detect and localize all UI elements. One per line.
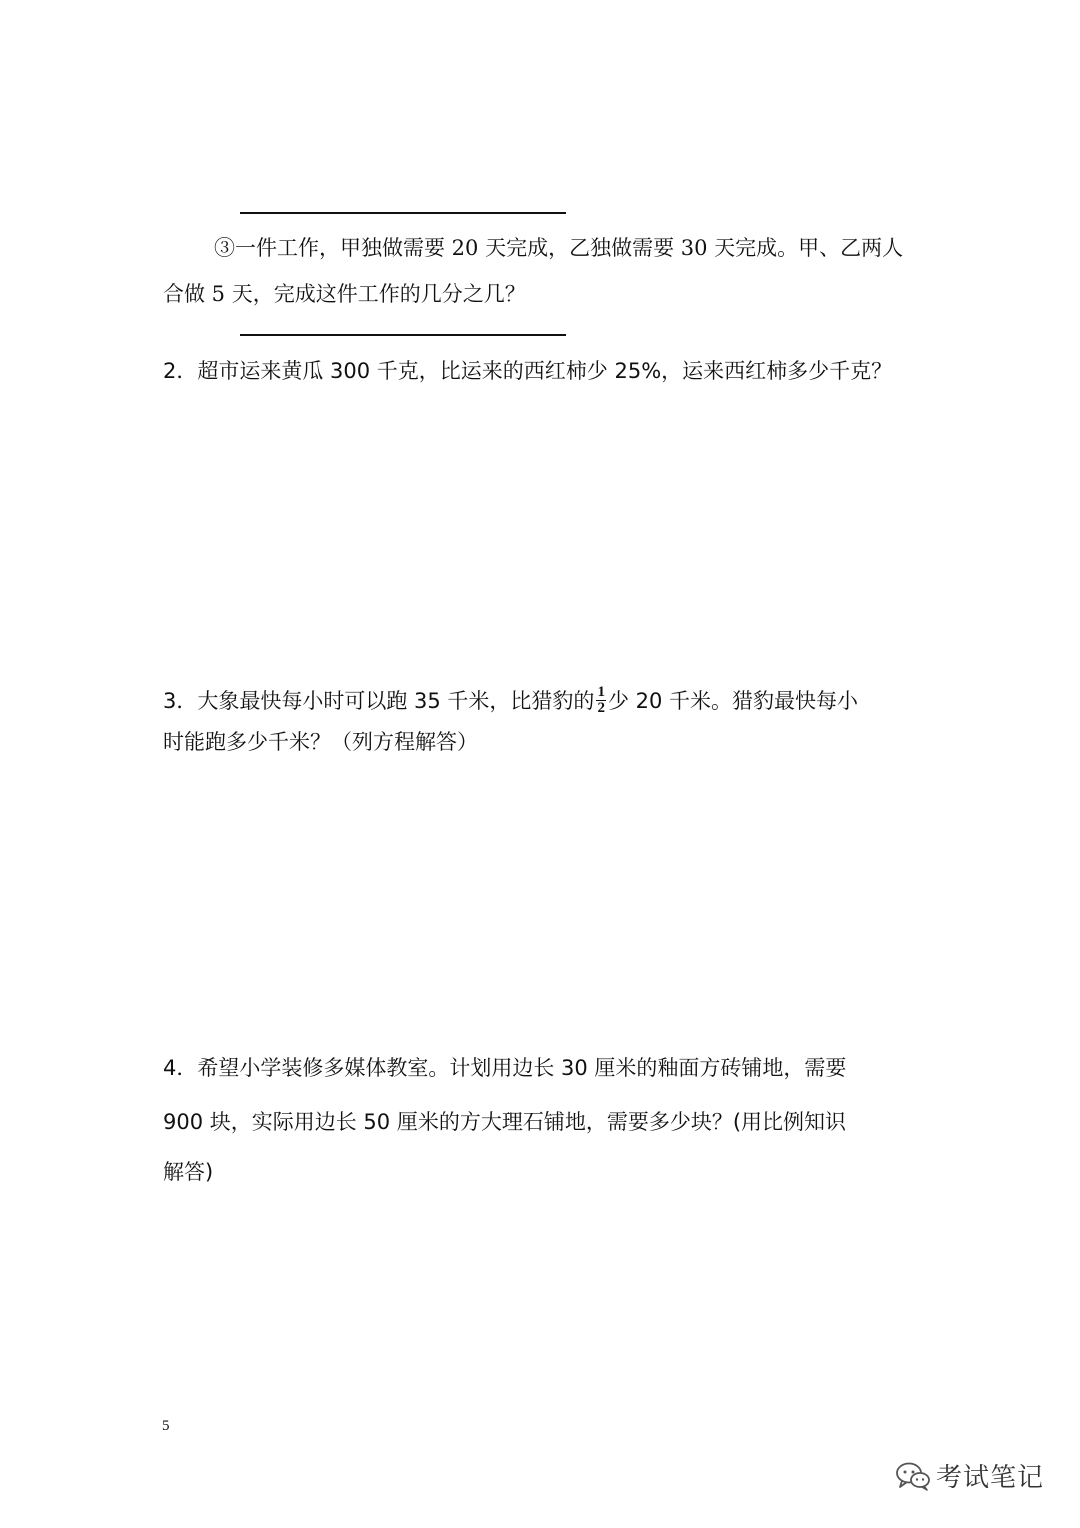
problem-3-text-before-fraction: 3．大象最快每小时可以跑 35 千米，比猎豹的 xyxy=(163,689,595,713)
wechat-chat-bubble-icon xyxy=(894,1461,932,1491)
problem-4-line-3: 解答) xyxy=(163,1160,214,1184)
problem-4-line-2: 900 块，实际用边长 50 厘米的方大理石铺地，需要多少块？(用比例知识 xyxy=(163,1110,847,1134)
problem-2-text: 2．超市运来黄瓜 300 千克，比运来的西红柿少 25%，运来西红柿多少千克？ xyxy=(163,359,893,383)
fraction-numerator: 1 xyxy=(597,683,605,700)
watermark-text: 考试笔记 xyxy=(935,1463,1044,1493)
page-number: 5 xyxy=(162,1418,170,1434)
watermark xyxy=(894,1457,1044,1494)
answer-line-bottom xyxy=(240,334,566,336)
problem-1-3-line-2: 合做 5 天，完成这件工作的几分之几？ xyxy=(163,282,526,306)
problem-1-3-line-1: ③一件工作，甲独做需要 20 天完成，乙独做需要 30 天完成。甲、乙两人 xyxy=(214,236,904,260)
one-half-fraction xyxy=(596,685,606,716)
problem-3-line-1 xyxy=(163,683,859,718)
problem-3-text-after-fraction: 少 20 千米。猎豹最快每小 xyxy=(607,689,859,713)
fraction-denominator: 2 xyxy=(597,699,605,716)
problem-4-line-1: 4．希望小学装修多媒体教室。计划用边长 30 厘米的釉面方砖铺地，需要 xyxy=(163,1056,847,1080)
answer-line-top xyxy=(240,212,566,214)
problem-3-line-2: 时能跑多少千米？（列方程解答） xyxy=(163,730,478,754)
